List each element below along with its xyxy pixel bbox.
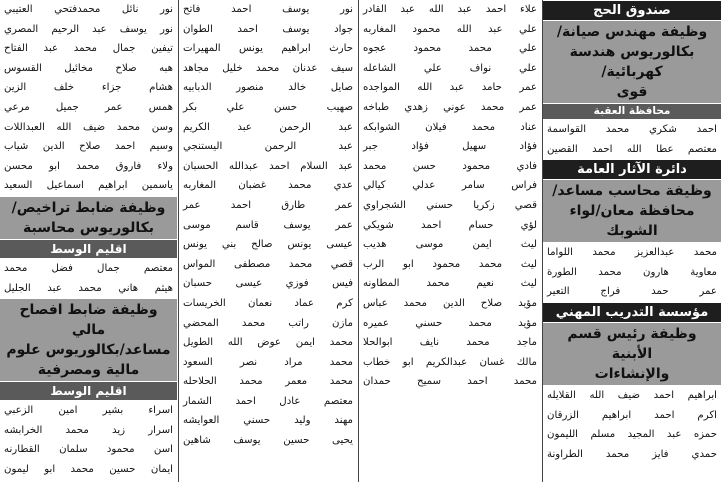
name-line: حمزه عبد المجيد مسلم الليمون xyxy=(547,429,717,441)
name-line: صهيب حسن علي بكر xyxy=(183,101,353,113)
name-line: علاء احمد عبد الله عبد القادر xyxy=(363,4,537,15)
name-line: نور يوسف عبد الرحيم المصري xyxy=(4,23,173,35)
name-line: سيف عدنان محمد خليل مجاهد xyxy=(183,62,353,74)
name-line: هيثم هاني محمد عبد الجليل xyxy=(4,282,173,294)
column-1 xyxy=(542,0,721,482)
name-line: مهند وليد حسني العوايشه xyxy=(183,415,353,427)
job-title-line: مالية ومصرفية xyxy=(37,362,140,379)
name-line: عمر حامد عبد الله المواجده xyxy=(363,82,537,94)
name-line: عناد محمد فيلان الشوابكه xyxy=(363,121,537,133)
job-title-line: بكالوريوس هندسة كهربائية/ xyxy=(569,44,695,80)
name-line: فراس سامر عدلي كيالي xyxy=(363,180,537,192)
section-title: مؤسسة التدريب المهني xyxy=(543,303,721,322)
name-line: علي محمد محمود عجوه xyxy=(363,43,537,55)
region-label: اقليم الوسط xyxy=(0,240,177,258)
name-line: فادي محمود حسن محمد xyxy=(363,160,537,172)
job-title-line: محافظة معان/لواء الشوبك xyxy=(569,203,695,240)
name-line: محمد احمد سميح حمدان xyxy=(363,376,537,388)
job-title-line: وظيفة ضابط افصاح مالي xyxy=(19,302,158,339)
name-line: عمر محمد عوني زهدي طباخه xyxy=(363,101,537,113)
name-line: معتصم جمال فضل محمد xyxy=(4,262,173,274)
name-line: عمر حمد فراج التعير xyxy=(547,286,717,298)
name-line: يحيى حسين يوسف شاهين xyxy=(183,435,353,447)
name-line: فيس فوزي عيسى حسبان xyxy=(183,278,353,290)
name-line: همس عمر جميل مرعي xyxy=(4,101,173,113)
name-line: محمد مراد نصر السعود xyxy=(183,356,353,368)
name-line: عبد السلام احمد عبدالله الحسبان xyxy=(183,160,353,172)
name-line: اسرار زيد محمد الخرابشه xyxy=(4,424,173,436)
name-line: معتصم عطا الله احمد القصين xyxy=(547,143,717,155)
name-line: احمد شكري محمد القواسمة xyxy=(547,124,717,135)
job-title-box xyxy=(0,299,177,381)
name-line: قصي محمد مصطفى المواس xyxy=(183,258,353,270)
name-line: عدي محمد غضبان المغاربه xyxy=(183,180,353,192)
name-line: معاوية هارون محمد الطورة xyxy=(547,266,717,278)
name-line: ليث ايمن موسى هديب xyxy=(363,239,537,251)
name-line: محمد ايمن عوض الله الطويل xyxy=(183,337,353,349)
job-title-line: وظيفة رئيس قسم الأبنية xyxy=(567,325,697,362)
name-line: ماجد محمد نايف ابوالحلا xyxy=(363,337,537,349)
name-line: عبد الرحمن اليستنجي xyxy=(183,141,353,153)
job-title-line: وظيفة ضابط تراخيص/ xyxy=(11,199,166,216)
region-label: محافظة العقبة xyxy=(543,104,721,119)
name-line: نور يوسف احمد فاتح xyxy=(183,4,353,15)
job-title-box xyxy=(0,197,177,239)
name-line: معتصم عادل احمد الشمار xyxy=(183,395,353,407)
name-line: ياسمين ابراهيم اسماعيل السعيد xyxy=(4,180,173,192)
name-line: علي عبد الله محمود المغاربه xyxy=(363,23,537,35)
name-line: عيسى يونس صالح بني يونس xyxy=(183,239,353,251)
name-line: ولاء فاروق محمد ابو محسن xyxy=(4,160,173,172)
name-line: مؤيد محمد حسني عميره xyxy=(363,317,537,329)
name-line: عمر طارق احمد عمر xyxy=(183,199,353,211)
name-line: وسن محمد ضيف الله العبداللات xyxy=(4,121,173,133)
job-title-line: بكالوريوس محاسبة xyxy=(23,219,154,236)
name-line: ابراهيم احمد ضيف الله القلايله xyxy=(547,389,717,401)
column-3 xyxy=(178,0,357,482)
job-title-box xyxy=(543,180,721,242)
name-line: حارث ابراهيم يونس المهيرات xyxy=(183,43,353,55)
job-title-line: وظيفة مهندس صيانة/ xyxy=(556,24,708,40)
name-line: اكرم احمد ابراهيم الزرقان xyxy=(547,409,717,421)
section-title: دائرة الآثار العامة xyxy=(543,160,721,179)
name-line: مازن راتب محمد المحضي xyxy=(183,317,353,329)
job-title-line: والإنشاءات xyxy=(594,365,670,382)
column-4 xyxy=(0,0,177,482)
name-line: ليث محمد محمود ابو الرب xyxy=(363,258,537,270)
name-line: ايمان حسين محمد ابو ليمون xyxy=(4,463,173,475)
column-2 xyxy=(358,0,541,482)
job-title-line: وظيفة محاسب مساعد/ xyxy=(552,183,712,200)
name-line: اسن محمود سلمان القطارنه xyxy=(4,444,173,456)
name-line: نور نائل محمدفتحي العتيبي xyxy=(4,4,173,15)
name-line: ليث نعيم محمد المطاونه xyxy=(363,278,537,290)
name-line: عبد الرحمن عبد الكريم xyxy=(183,121,353,133)
name-line: هشام جزاء خلف الزين xyxy=(4,82,173,94)
name-line: وسيم احمد صلاح الدين شياب xyxy=(4,141,173,153)
name-line: هبه صلاح مخائيل القسوس xyxy=(4,62,173,74)
region-label: اقليم الوسط xyxy=(0,382,177,400)
name-line: فؤاد سهيل فؤاد جبر xyxy=(363,141,537,153)
name-line: مالك غسان عبدالكريم ابو خطاب xyxy=(363,356,537,368)
section-title: صندوق الحج xyxy=(543,1,721,20)
job-title-box xyxy=(543,21,721,103)
name-line: جواد يوسف احمد الطوان xyxy=(183,23,353,35)
name-line: محمد معمر محمد الحلاحله xyxy=(183,376,353,388)
name-line: حمدي فايز محمد الطراونة xyxy=(547,448,717,460)
name-line: قصي زكريا حسني الشجراوي xyxy=(363,199,537,211)
name-line: كرم عماد نعمان الخريسات xyxy=(183,297,353,309)
name-line: اسراء بشير امين الزعبي xyxy=(4,405,173,417)
name-line: لؤي حسام احمد شويكي xyxy=(363,219,537,231)
name-line: محمد عبدالعزيز محمد اللواما xyxy=(547,247,717,259)
name-line: تيفين جمال محمد عبد الفتاح xyxy=(4,43,173,55)
job-title-line: قوى xyxy=(616,84,648,100)
job-title-line: مساعد/بكالوريوس علوم xyxy=(6,342,171,359)
job-title-box xyxy=(543,323,721,385)
name-line: علي نواف علي الشاعله xyxy=(363,62,537,74)
name-line: صايل خالد منصور الدبابيه xyxy=(183,82,353,94)
name-line: عمر يوسف قاسم موسى xyxy=(183,219,353,231)
name-line: مؤيد صلاح الدين محمد عباس xyxy=(363,297,537,309)
